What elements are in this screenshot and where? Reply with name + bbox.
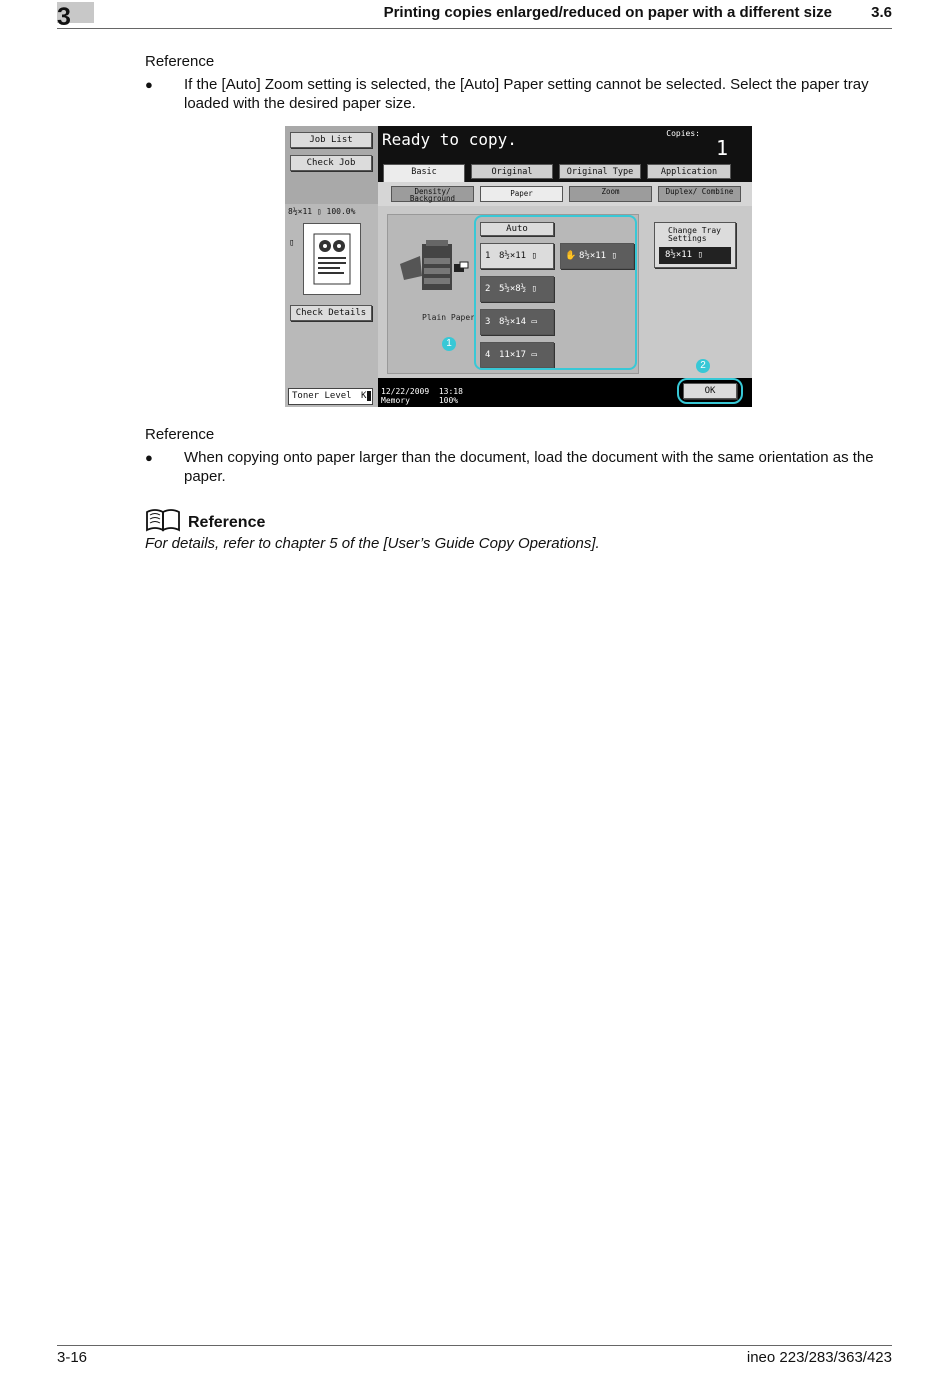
ok-button[interactable]: OK <box>683 383 737 399</box>
change-tray-value: 8½×11 ▯ <box>659 247 731 264</box>
tray-number: 4 <box>485 350 491 360</box>
reference-text: If the [Auto] Zoom setting is selected, the [Auto] Paper setting cannot be selected. Select the paper tray loaded with the desired paper size. <box>184 76 869 112</box>
toner-level <box>288 388 373 405</box>
product-model: ineo 223/283/363/423 <box>746 1349 892 1366</box>
change-tray-title: Change Tray Settings <box>668 226 721 243</box>
check-details-button[interactable]: Check Details <box>290 305 372 321</box>
tab-application[interactable]: Application <box>647 164 731 179</box>
tray-size: 8½×11 ▯ <box>499 251 537 261</box>
reference-label: Reference <box>145 426 215 443</box>
side-panel <box>285 126 378 407</box>
hand-icon: ✋ <box>565 251 577 261</box>
toner-color: K <box>361 391 367 401</box>
tray-size: 11×17 ▭ <box>499 350 537 360</box>
page-number: 3-16 <box>57 1349 88 1366</box>
time: 13:18 <box>438 387 463 396</box>
preview-info: 8½×11 ▯ 100.0% <box>288 207 356 216</box>
title-bar <box>378 126 752 162</box>
book-icon <box>145 508 183 532</box>
preview-thumbnail <box>303 223 361 295</box>
toner-bar-icon <box>367 391 371 401</box>
check-job-button[interactable]: Check Job <box>290 155 372 171</box>
subtab-duplex-combine[interactable]: Duplex/ Combine <box>658 186 741 202</box>
reference-heading: Reference <box>188 514 266 531</box>
callout-2: 2 <box>696 359 710 373</box>
tray-highlight <box>474 215 637 370</box>
auto-paper-button[interactable]: Auto <box>480 222 554 236</box>
main-area <box>378 126 752 407</box>
date: 12/22/2009 <box>381 387 430 396</box>
page-header-title: Printing copies enlarged/reduced on paper with a different size <box>383 4 832 21</box>
control-panel-screenshot <box>285 126 752 407</box>
tab-original-type[interactable]: Original Type <box>559 164 641 179</box>
reference-label: Reference <box>145 53 215 70</box>
subtab-paper[interactable]: Paper <box>480 186 563 202</box>
copy-icon: ▯ <box>289 238 295 248</box>
paper-type-label: Plain Paper <box>422 313 475 322</box>
bullet-icon: ● <box>145 450 153 465</box>
memory-value: 100% <box>438 396 459 405</box>
copier-machine-icon <box>400 238 470 296</box>
footer-divider <box>57 1345 892 1346</box>
change-tray-settings-button[interactable] <box>654 222 736 268</box>
copies-label: Copies: <box>666 129 700 138</box>
tray-number: 3 <box>485 317 491 327</box>
reference-detail: For details, refer to chapter 5 of the [User’s Guide Copy Operations]. <box>145 535 600 552</box>
bypass-size: 8½×11 ▯ <box>579 251 617 261</box>
callout-1: 1 <box>442 337 456 351</box>
tray-number: 1 <box>485 251 491 261</box>
tab-original-setting[interactable]: Original <box>471 164 553 179</box>
header-divider <box>57 28 892 29</box>
tray-size: 5½×8½ ▯ <box>499 284 537 294</box>
memory-label: Memory <box>381 396 410 405</box>
section-number: 3.6 <box>871 4 892 21</box>
tray-size: 8½×14 ▭ <box>499 317 537 327</box>
status-message: Ready to copy. <box>382 130 517 149</box>
reference-text: When copying onto paper larger than the document, load the document with the same orientation as the paper. <box>184 449 874 485</box>
date-time-memory <box>381 387 463 405</box>
document-preview-icon <box>304 224 360 294</box>
ok-highlight <box>677 378 743 404</box>
subtab-zoom[interactable]: Zoom <box>569 186 652 202</box>
copies-value: 1 <box>715 136 728 160</box>
tray-number: 2 <box>485 284 491 294</box>
job-list-button[interactable]: Job List <box>290 132 372 148</box>
subtab-density-background[interactable]: Density/ Background <box>391 186 474 202</box>
tab-basic[interactable]: Basic <box>383 164 465 184</box>
toner-level-label: Toner Level <box>292 391 352 401</box>
chapter-number: 3 <box>57 3 71 31</box>
bullet-icon: ● <box>145 77 153 92</box>
